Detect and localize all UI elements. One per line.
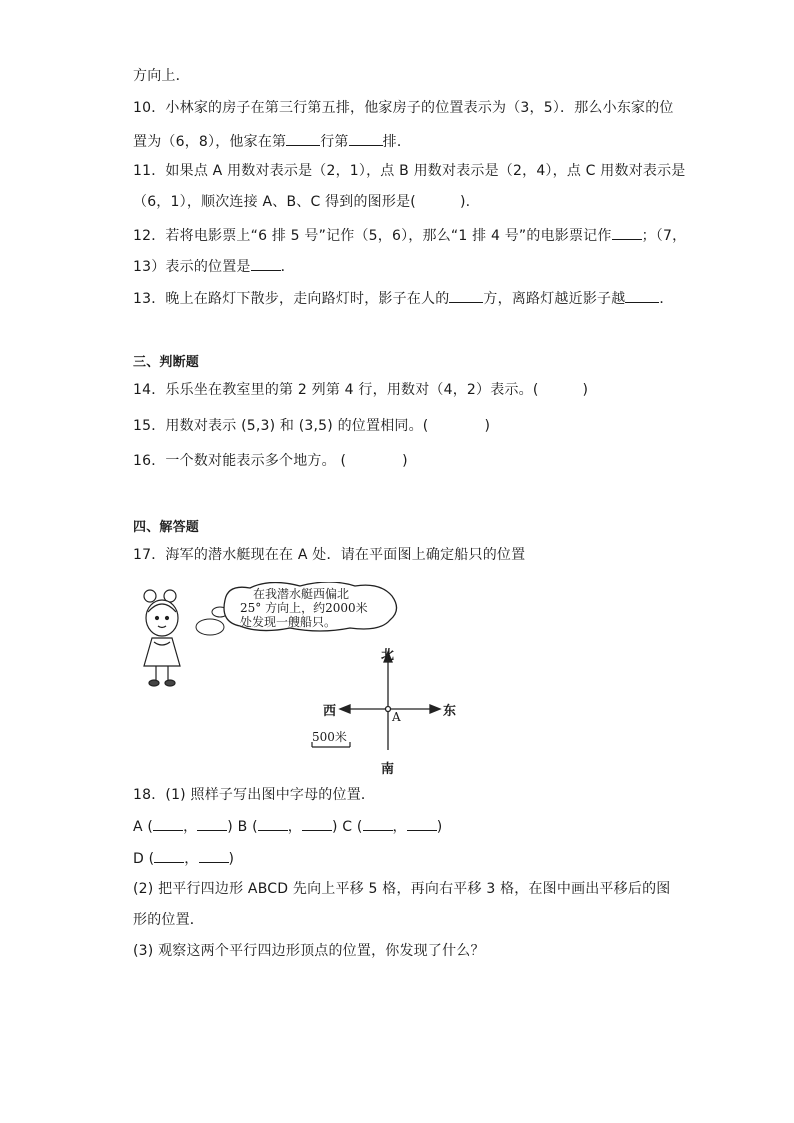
girl-cartoon-icon — [144, 590, 180, 686]
answer-blank[interactable] — [197, 816, 227, 831]
answer-blank[interactable] — [286, 131, 320, 146]
west-label: 西 — [323, 704, 337, 719]
answer-blank[interactable] — [302, 816, 332, 831]
answer-blank[interactable] — [363, 816, 393, 831]
q9-tail: 方向上． — [133, 68, 190, 84]
scale-label: 500米 — [312, 730, 347, 744]
east-label: 东 — [443, 704, 457, 719]
bubble-text-line1: 在我潜水艇西偏北 — [253, 587, 350, 601]
answer-blank[interactable] — [625, 288, 659, 303]
q17: 17．海军的潜水艇现在在 A 处．请在平面图上确定船只的位置 — [133, 547, 526, 563]
answer-blank[interactable] — [199, 848, 229, 863]
answer-blank[interactable] — [407, 816, 437, 831]
south-label: 南 — [381, 762, 395, 777]
q13: 13．晚上在路灯下散步，走向路灯时，影子在人的 方，离路灯越近影子越 ． — [133, 288, 674, 308]
section-heading-judgment: 三、判断题 — [133, 355, 200, 370]
bubble-text-line3: 处发现一艘船只。 — [240, 615, 337, 629]
q18-part2-line1: (2) 把平行四边形 ABCD 先向上平移 5 格，再向右平移 3 格，在图中画出平移后的图 — [133, 881, 671, 897]
compass-axes — [340, 652, 440, 750]
q18-part2-line2: 形的位置． — [133, 912, 204, 928]
q11-line2: （6，1），顺次连接 A、B、C 得到的图形是( ). — [133, 194, 471, 210]
q18-part1: 18．(1) 照样子写出图中字母的位置． — [133, 787, 376, 803]
q16: 16．一个数对能表示多个地方。 ( ) — [133, 453, 408, 469]
answer-blank[interactable] — [612, 225, 642, 240]
q12-line1: 12．若将电影票上“6 排 5 号”记作（5，6），那么“1 排 4 号”的电影票记作 ；（7， — [133, 225, 686, 245]
answer-blank[interactable] — [449, 288, 483, 303]
q11-line1: 11．如果点 A 用数对表示是（2，1），点 B 用数对表示是（2，4），点 C 用数对表示是 — [133, 163, 686, 179]
submarine-figure — [140, 582, 470, 782]
answer-blank[interactable] — [251, 256, 281, 271]
north-label: 北 — [381, 648, 395, 663]
bubble-text-line2: 25° 方向上，约2000米 — [240, 601, 368, 615]
answer-blank[interactable] — [258, 816, 288, 831]
q14: 14．乐乐坐在教室里的第 2 列第 4 行，用数对（4，2）表示。( ) — [133, 382, 589, 398]
answer-blank[interactable] — [349, 131, 383, 146]
answer-blank[interactable] — [153, 816, 183, 831]
q18-row2: D ( ， ) — [133, 848, 234, 868]
q10-line1: 10．小林家的房子在第三行第五排，他家房子的位置表示为（3，5）．那么小东家的位 — [133, 100, 674, 116]
q18-row1: A ( ， ) B ( ， ) C ( ， ) — [133, 816, 442, 836]
q15: 15．用数对表示 (5,3) 和 (3,5) 的位置相同。( ) — [133, 418, 491, 434]
section-heading-answer: 四、解答题 — [133, 520, 200, 535]
q10-line2: 置为（6，8），他家在第 行第 排． — [133, 131, 411, 151]
answer-blank[interactable] — [154, 848, 184, 863]
q18-part3: (3) 观察这两个平行四边形顶点的位置，你发现了什么？ — [133, 943, 485, 959]
q12-line2: 13）表示的位置是 ． — [133, 256, 295, 276]
point-a-label: A — [392, 710, 401, 724]
